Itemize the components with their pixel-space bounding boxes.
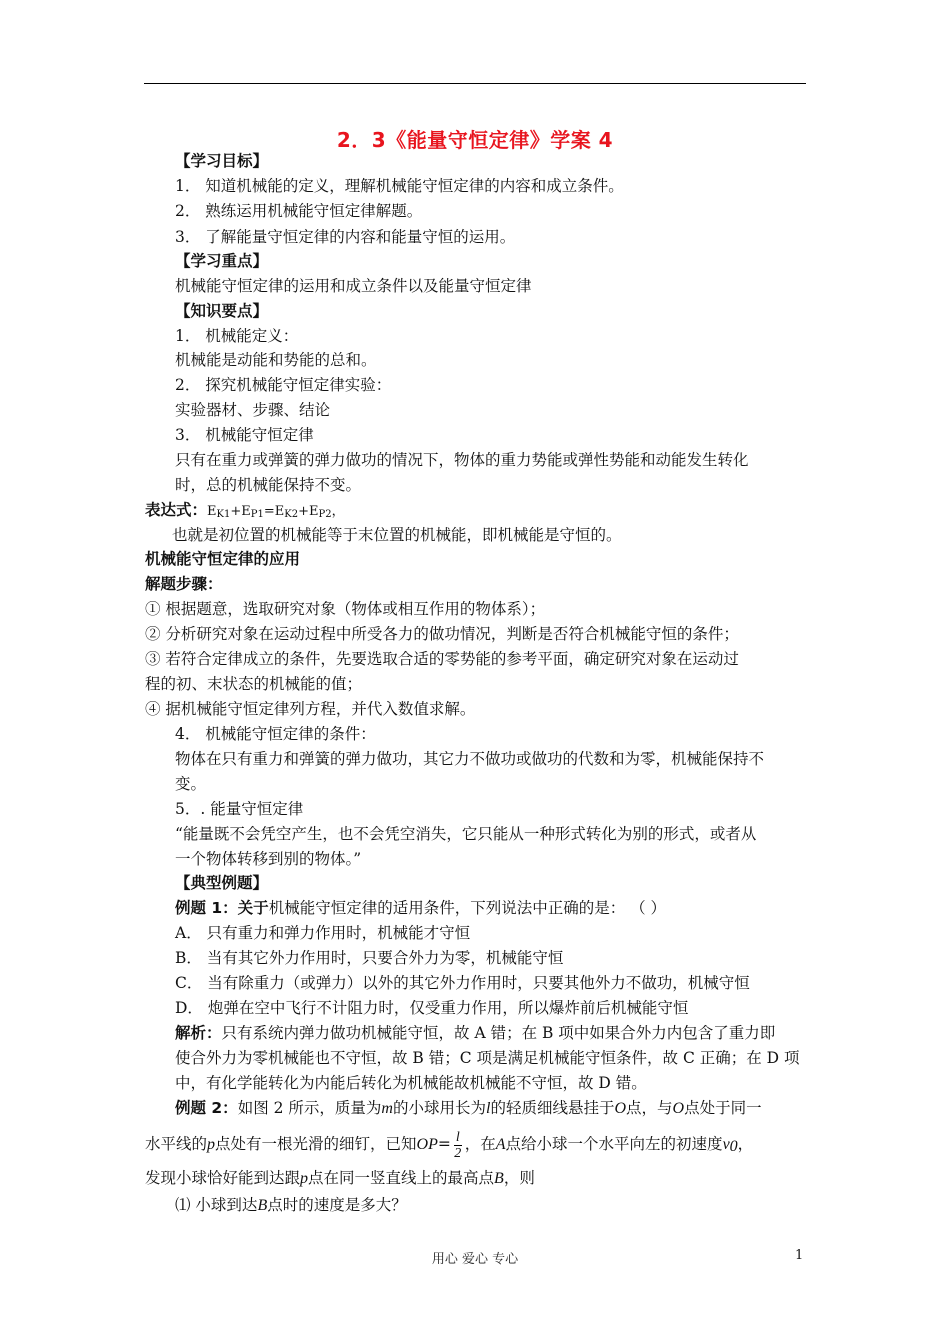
expression-label: 表达式：: [145, 501, 208, 519]
point-2-heading: 2． 探究机械能守恒定律实验：: [175, 376, 392, 394]
steps-heading: 解题步骤：: [145, 575, 223, 593]
page-footer: 用心 爱心 专心: [431, 1252, 519, 1267]
point-1-heading: 1． 机械能定义：: [175, 327, 299, 345]
step-item: 程的初、末状态的机械能的值；: [145, 675, 363, 693]
point-3-text: 时，总的机械能保持不变。: [175, 476, 362, 494]
example-2-line: 发现小球恰好能到达跟p点在同一竖直线上的最高点B，则: [145, 1169, 535, 1187]
example-1-text: 机械能守恒定律的适用条件，下列说法中正确的是： （ ）: [268, 899, 667, 917]
example-2-question-1: ⑴ 小球到达B点时的速度是多大？: [175, 1196, 407, 1214]
step-item: ① 根据题意，选取研究对象（物体或相互作用的物体系）；: [145, 600, 546, 618]
point-1-text: 机械能是动能和势能的总和。: [175, 351, 377, 369]
examples-heading: 【典型例题】: [175, 874, 269, 892]
example-1-analysis: 解析：只有系统内弹力做功机械能守恒，故 A 错；在 B 项中如果合外力内包含了重力即: [175, 1024, 776, 1042]
example-2-label: 例题 2：: [175, 1099, 238, 1117]
point-2-text: 实验器材、步骤、结论: [175, 401, 331, 419]
point-3-text: 只有在重力或弹簧的弹力做功的情况下，物体的重力势能或弹性势能和动能发生转化: [175, 451, 749, 469]
focus-text: 机械能守恒定律的运用和成立条件以及能量守恒定律: [175, 277, 532, 295]
analysis-label: 解析：: [175, 1024, 222, 1042]
example-1-label: 例题 1：关于: [175, 899, 269, 917]
example-1-option: B． 当有其它外力作用时，只要合外力为零，机械能守恒: [175, 949, 564, 967]
goals-heading: 【学习目标】: [175, 152, 269, 170]
goal-item: 2． 熟练运用机械能守恒定律解题。: [175, 202, 423, 220]
goal-item: 3． 了解能量守恒定律的内容和能量守恒的运用。: [175, 228, 516, 246]
step-item: ② 分析研究对象在运动过程中所受各力的做功情况，判断是否符合机械能守恒的条件；: [145, 625, 739, 643]
expression-note: 也就是初位置的机械能等于末位置的机械能，即机械能是守恒的。: [172, 526, 622, 544]
point-5-heading: 5．. 能量守恒定律: [175, 800, 304, 818]
point-4-text: 物体在只有重力和弹簧的弹力做功，其它力不做功或做功的代数和为零，机械能保持不: [175, 750, 765, 768]
step-item: ③ 若符合定律成立的条件，先要选取合适的零势能的参考平面，确定研究对象在运动过: [145, 650, 739, 668]
fraction-l-over-2: $\frac{l}{2}$: [454, 1129, 462, 1161]
page-number: 1: [795, 1248, 804, 1263]
points-heading: 【知识要点】: [175, 302, 269, 320]
point-5-text: “能量既不会凭空产生，也不会凭空消失，它只能从一种形式转化为别的形式，或者从: [175, 825, 757, 843]
header-rule: [144, 83, 806, 84]
example-2-line: 例题 2：如图 2 所示，质量为m的小球用长为l的轻质细线悬挂于O点，与O点处于同一: [175, 1099, 762, 1117]
expression-formula: $E_{K1}+E_{P1}=E_{K2}+E_{P2}$，: [207, 504, 345, 520]
example-1-analysis: 中，有化学能转化为内能后转化为机械能故机械能不守恒，故 D 错。: [175, 1074, 647, 1092]
point-5-text: 一个物体转移到别的物体。”: [175, 850, 362, 868]
point-4-text: 变。: [175, 775, 207, 793]
application-heading: 机械能守恒定律的应用: [145, 550, 301, 568]
point-4-heading: 4． 机械能守恒定律的条件：: [175, 725, 376, 743]
goal-item: 1． 知道机械能的定义，理解机械能守恒定律的内容和成立条件。: [175, 177, 624, 195]
point-3-heading: 3． 机械能守恒定律: [175, 426, 314, 444]
example-1-option: C． 当有除重力（或弹力）以外的其它外力作用时，只要其他外力不做功，机械守恒: [175, 974, 750, 992]
page-title: 2．3《能量守恒定律》学案 4: [336, 128, 614, 152]
example-2-line: 水平线的p点处有一根光滑的细钉，已知OP= $\frac{l}{2}$ ，在A点给小球一个水平向左的初速度v0，: [145, 1129, 754, 1161]
focus-heading: 【学习重点】: [175, 252, 269, 270]
example-1-option: A． 只有重力和弹力作用时，机械能才守恒: [175, 924, 471, 942]
example-1-question: [175, 897, 666, 919]
step-item: ④ 据机械能守恒定律列方程，并代入数值求解。: [145, 700, 476, 718]
expression-line: [145, 499, 345, 526]
example-1-option: D． 炮弹在空中飞行不计阻力时，仅受重力作用，所以爆炸前后机械能守恒: [175, 999, 689, 1017]
example-1-analysis: 使合外力为零机械能也不守恒，故 B 错；C 项是满足机械能守恒条件，故 C 正确；在 D 项: [175, 1049, 800, 1067]
